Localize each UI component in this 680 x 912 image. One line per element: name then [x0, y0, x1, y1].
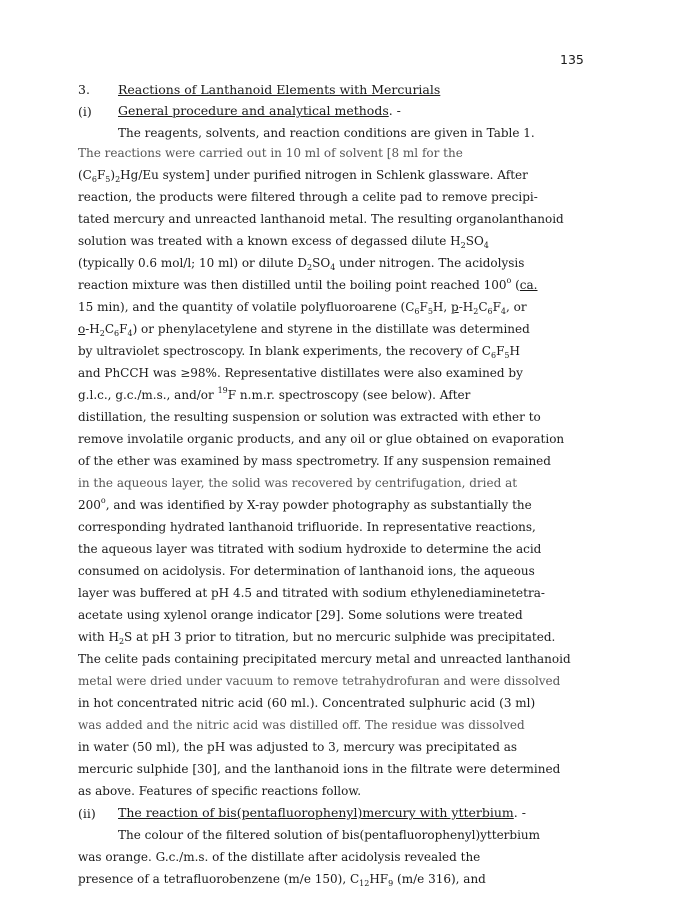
sub: 6	[487, 307, 493, 316]
body-line-27: in hot concentrated nitric acid (60 ml.). Concentrated sulphuric acid (3 ml)	[78, 696, 536, 710]
sub: 12	[359, 879, 370, 888]
t: o	[78, 322, 86, 336]
t: H,	[432, 300, 451, 314]
body-line-28: was added and the nitric acid was distilled off. The residue was dissolved	[78, 718, 525, 732]
body-line-18	[78, 498, 532, 512]
t: F	[96, 168, 106, 182]
body-line-31: as above. Features of specific reactions follow.	[78, 784, 362, 798]
sub: 5	[105, 175, 111, 184]
t: H	[509, 344, 520, 358]
subsection-1-title: General procedure and analytical methods	[118, 103, 389, 118]
body-line-16: of the ether was examined by mass spectrometry. If any suspension remained	[78, 454, 551, 468]
body-line-13	[78, 388, 470, 402]
body-line-15: remove involatile organic products, and any oil or glue obtained on evaporation	[78, 432, 565, 446]
section-number: 3.	[78, 82, 90, 97]
body-line-21: consumed on acidolysis. For determination of lanthanoid ions, the aqueous	[78, 564, 535, 578]
sub: 2	[307, 263, 313, 272]
body-line-26: metal were dried under vacuum to remove tetrahydrofuran and were dissolved	[78, 674, 561, 688]
subsection-2-title: The reaction of bis(pentafluorophenyl)mercury with ytterbium	[118, 805, 514, 820]
subsection-1-number: (i)	[78, 104, 92, 119]
t: under nitrogen. The acidolysis	[335, 256, 525, 270]
subsection-1-heading	[118, 104, 401, 118]
t: SO	[312, 256, 331, 270]
body-line-20: the aqueous layer was titrated with sodium hydroxide to determine the acid	[78, 542, 542, 556]
t: F n.m.r. spectroscopy (see below). After	[227, 388, 471, 402]
t: HF	[369, 872, 389, 886]
body-line-35	[78, 872, 486, 886]
t: F	[119, 322, 128, 336]
body-line-10	[78, 322, 530, 336]
t: reaction mixture was then distilled until the boiling point reached 100	[78, 278, 507, 292]
t: p	[451, 300, 459, 314]
body-line-05: tated mercury and unreacted lanthanoid metal. The resulting organolanthanoid	[78, 212, 564, 226]
sub: 6	[114, 329, 120, 338]
t: C	[104, 322, 115, 336]
body-line-12: and PhCCH was ≥98%. Representative distillates were also examined by	[78, 366, 523, 380]
t: F	[496, 344, 505, 358]
t: S at pH 3 prior to titration, but no mercuric sulphide was precipitated.	[124, 630, 556, 644]
body-line-01: The reagents, solvents, and reaction conditions are given in Table 1.	[118, 126, 535, 140]
t: (C	[78, 168, 92, 182]
page-number: 135	[560, 52, 584, 67]
t: , or	[506, 300, 527, 314]
sub: 2	[118, 637, 125, 646]
body-line-08	[78, 278, 538, 292]
sub: 4	[500, 307, 507, 316]
t: (	[511, 278, 520, 292]
subsection-2-heading	[118, 806, 526, 820]
sub: 2	[99, 329, 105, 338]
sub: 2	[473, 307, 479, 316]
subsection-2-tail: . -	[513, 805, 526, 820]
t: -H	[85, 322, 100, 336]
body-line-06	[78, 234, 489, 248]
subsection-1-tail: . -	[388, 103, 401, 118]
body-line-34: was orange. G.c./m.s. of the distillate after acidolysis revealed the	[78, 850, 481, 864]
subsection-2-number: (ii)	[78, 806, 96, 821]
body-line-29: in water (50 ml), the pH was adjusted to 3, mercury was precipitated as	[78, 740, 518, 754]
t: ) or phenylacetylene and styrene in the distillate was determined	[132, 322, 530, 336]
t: solution was treated with a known excess of degassed dilute H	[78, 234, 461, 248]
t: , and was identified by X-ray powder photography as substantially the	[105, 498, 532, 512]
sup: 19	[217, 386, 228, 395]
body-line-17: in the aqueous layer, the solid was recovered by centrifugation, dried at	[78, 476, 518, 490]
t: )	[110, 168, 116, 182]
sup: o	[506, 276, 512, 285]
body-line-22: layer was buffered at pH 4.5 and titrated with sodium ethylenediaminetetra-	[78, 586, 545, 600]
sub: 5	[504, 351, 510, 360]
sup: o	[100, 496, 106, 505]
body-line-04: reaction, the products were filtered through a celite pad to remove precipi-	[78, 190, 538, 204]
t: with H	[78, 630, 119, 644]
sub: 4	[127, 329, 133, 338]
t: ca.	[519, 278, 538, 292]
sub: 5	[427, 307, 433, 316]
t: C	[478, 300, 488, 314]
t: -H	[458, 300, 474, 314]
t: SO	[465, 234, 484, 248]
body-line-30: mercuric sulphide [30], and the lanthanoid ions in the filtrate were determined	[78, 762, 561, 776]
t: (typically 0.6 mol/l; 10 ml) or dilute D	[78, 256, 308, 270]
t: 15 min), and the quantity of volatile polyfluoroarene (C	[78, 300, 415, 314]
body-line-09	[78, 300, 527, 314]
body-line-14: distillation, the resulting suspension or solution was extracted with ether to	[78, 410, 541, 424]
t: (m/e 316), and	[393, 872, 486, 886]
sub: 2	[115, 175, 121, 184]
sub: 4	[330, 263, 336, 272]
body-line-11	[78, 344, 520, 358]
body-line-07	[78, 256, 524, 270]
section-title: Reactions of Lanthanoid Elements with Mercurials	[118, 82, 441, 97]
body-line-19: corresponding hydrated lanthanoid trifluoride. In representative reactions,	[78, 520, 536, 534]
body-line-25: The celite pads containing precipitated mercury metal and unreacted lanthanoid	[78, 652, 571, 666]
sub: 6	[490, 351, 497, 360]
sub: 9	[388, 879, 394, 888]
t: by ultraviolet spectroscopy. In blank experiments, the recovery of C	[78, 344, 491, 358]
body-line-23: acetate using xylenol orange indicator [29]. Some solutions were treated	[78, 608, 523, 622]
sub: 6	[414, 307, 420, 316]
body-line-24	[78, 630, 555, 644]
t: F	[419, 300, 428, 314]
sub: 6	[91, 175, 97, 184]
sub: 2	[460, 241, 466, 250]
t: g.l.c., g.c./m.s., and/or	[78, 388, 218, 402]
t: 200	[78, 498, 101, 512]
t: presence of a tetrafluorobenzene (m/e 150), C	[78, 872, 360, 886]
t: Hg/Eu system] under purified nitrogen in Schlenk glassware. After	[120, 168, 528, 182]
body-line-02: The reactions were carried out in 10 ml of solvent [8 ml for the	[78, 146, 463, 160]
body-line-33: The colour of the filtered solution of bis(pentafluorophenyl)ytterbium	[118, 828, 541, 842]
body-line-03	[78, 168, 528, 182]
t: F	[492, 300, 501, 314]
sub: 4	[483, 241, 489, 250]
